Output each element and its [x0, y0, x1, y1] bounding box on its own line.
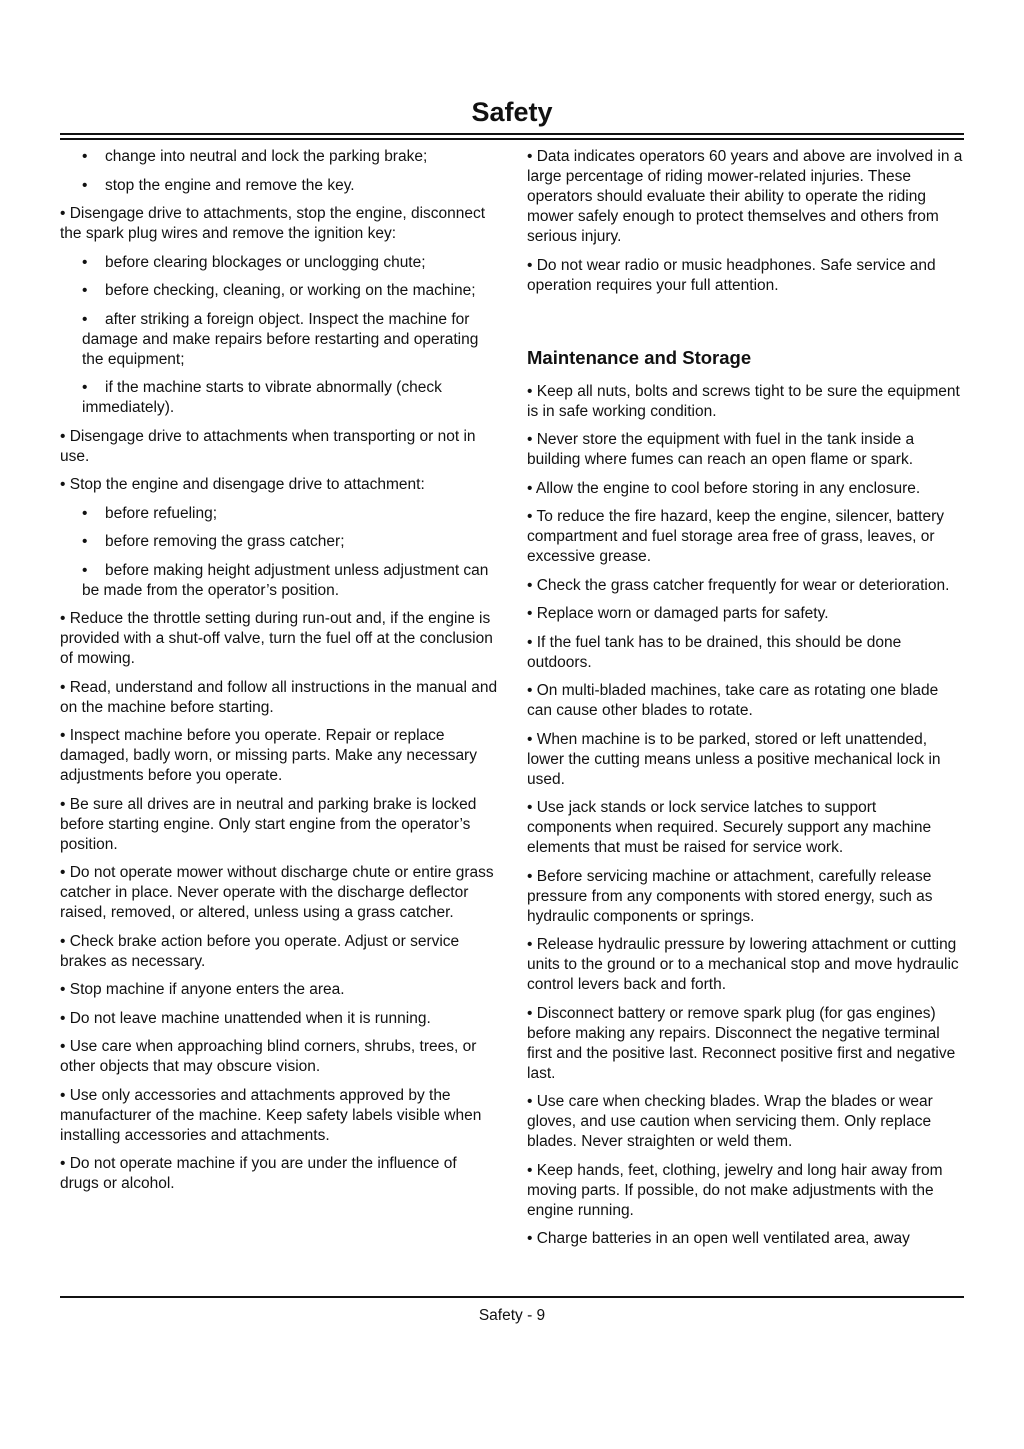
bullet-icon: • [82, 282, 88, 299]
list-item: • Disengage drive to attachments when transporting or not in use. [60, 427, 476, 465]
list-item: • Data indicates operators 60 years and above are involved in a large percentage of riding mower-related injuries. These operators should evaluate their ability to operate the riding mower safely enough to protect themselves and others from serious injury. [527, 148, 963, 245]
list-item: • Keep hands, feet, clothing, jewelry and long hair away from moving parts. If possible, do not make adjustments with the engine running. [527, 1161, 943, 1219]
list-item: • Never store the equipment with fuel in the tank inside a building where fumes can reach an open flame or spark. [527, 431, 915, 468]
list-item: • Use care when checking blades. Wrap the blades or wear gloves, and use caution when servicing them. Only replace blades. Never straighten or weld them. [527, 1093, 933, 1150]
list-item: • When machine is to be parked, stored or left unattended, lower the cutting means unless a positive mechanical lock in used. [527, 730, 941, 788]
list-item: • Keep all nuts, bolts and screws tight to be sure the equipment is in safe working condition. [527, 382, 960, 420]
bullet-icon: • [82, 379, 88, 396]
list-item: • Check brake action before you operate. Adjust or service brakes as necessary. [60, 932, 460, 970]
header-rule-bottom [60, 138, 964, 140]
footer-rule [60, 1296, 964, 1298]
list-item: • On multi-bladed machines, take care as rotating one blade can cause other blades to rotate. [527, 682, 939, 719]
bullet-icon: • [82, 310, 88, 328]
list-item: • To reduce the fire hazard, keep the engine, silencer, battery compartment and fuel storage area free of grass, leaves, or excessive grease. [527, 508, 945, 565]
list-item: • Stop machine if anyone enters the area. [60, 981, 345, 998]
section-heading-maintenance: Maintenance and Storage [527, 346, 752, 368]
list-item: • Be sure all drives are in neutral and parking brake is locked before starting engine. Only start engine from the operator’s position. [60, 795, 477, 853]
list-item: • Disconnect battery or remove spark plug (for gas engines) before making any repairs. Disconnect the negative terminal first and the positive last. Reconnect positive first and negative last. [527, 1004, 956, 1082]
list-item: • Do not leave machine unattended when it is running. [60, 1009, 431, 1027]
bullet-icon: • [82, 148, 88, 165]
bullet-icon: • [82, 561, 88, 579]
list-item: • Stop the engine and disengage drive to attachment: [60, 476, 425, 493]
list-item: • Release hydraulic pressure by lowering attachment or cutting units to the ground or to a mechanical stop and move hydraulic control levers back and forth. [527, 936, 959, 993]
right-column [527, 147, 964, 1258]
list-item: • Do not operate mower without discharge chute or entire grass catcher in place. Never operate with the discharge deflector raised, removed, or altered, unless using a grass catcher. [60, 864, 494, 921]
bullet-icon: • [82, 176, 88, 194]
bullet-icon: • [82, 504, 88, 522]
header-rule-top [60, 133, 964, 135]
list-item: • Charge batteries in an open well ventilated area, away [527, 1230, 910, 1247]
list-item: • before making height adjustment unless adjustment can be made from the operator’s position. [82, 561, 489, 599]
list-item: • Replace worn or damaged parts for safety. [527, 605, 829, 622]
list-item: • change into neutral and lock the parking brake; [82, 148, 428, 165]
list-item: • Before servicing machine or attachment, carefully release pressure from any components with stored energy, such as hydraulic components or springs. [527, 867, 933, 925]
left-column [60, 147, 498, 1203]
list-item: • Do not wear radio or music headphones. Safe service and operation requires your full attention. [527, 256, 936, 294]
bullet-icon: • [82, 533, 88, 550]
page-title: Safety [471, 97, 553, 127]
list-item: • after striking a foreign object. Inspect the machine for damage and make repairs before restarting and operating the equipment; [82, 310, 479, 368]
list-item: • If the fuel tank has to be drained, this should be done outdoors. [527, 633, 902, 671]
list-item: • before removing the grass catcher; [82, 533, 345, 550]
list-item: • Inspect machine before you operate. Repair or replace damaged, badly worn, or missing parts. Make any necessary adjustments before you operate. [60, 727, 477, 784]
list-item: • before refueling; [82, 504, 218, 522]
list-item: • Reduce the throttle setting during run-out and, if the engine is provided with a shut-off valve, turn the fuel off at the conclusion of mowing. [60, 610, 493, 667]
list-item: • before clearing blockages or unclogging chute; [82, 253, 426, 271]
page-number: Safety - 9 [478, 1307, 546, 1324]
list-item: • Use only accessories and attachments approved by the manufacturer of the machine. Keep safety labels visible when installing accessories and attachments. [60, 1086, 482, 1144]
list-item: • stop the engine and remove the key. [82, 176, 355, 194]
list-item: • before checking, cleaning, or working on the machine; [82, 282, 476, 299]
list-item: • Disengage drive to attachments, stop the engine, disconnect the spark plug wires and remove the ignition key: [60, 205, 486, 242]
list-item: • Use jack stands or lock service latches to support components when required. Securely support any machine elements that must be raised for service work. [527, 799, 932, 856]
bullet-icon: • [82, 253, 88, 271]
list-item: • Check the grass catcher frequently for wear or deterioration. [527, 576, 950, 594]
list-item: • Read, understand and follow all instructions in the manual and on the machine before starting. [60, 678, 498, 716]
list-item: • Allow the engine to cool before storing in any enclosure. [527, 479, 921, 497]
list-item: • Use care when approaching blind corners, shrubs, trees, or other objects that may obscure vision. [60, 1038, 477, 1075]
list-item: • if the machine starts to vibrate abnormally (check immediately). [82, 379, 442, 416]
list-item: • Do not operate machine if you are under the influence of drugs or alcohol. [60, 1155, 457, 1192]
